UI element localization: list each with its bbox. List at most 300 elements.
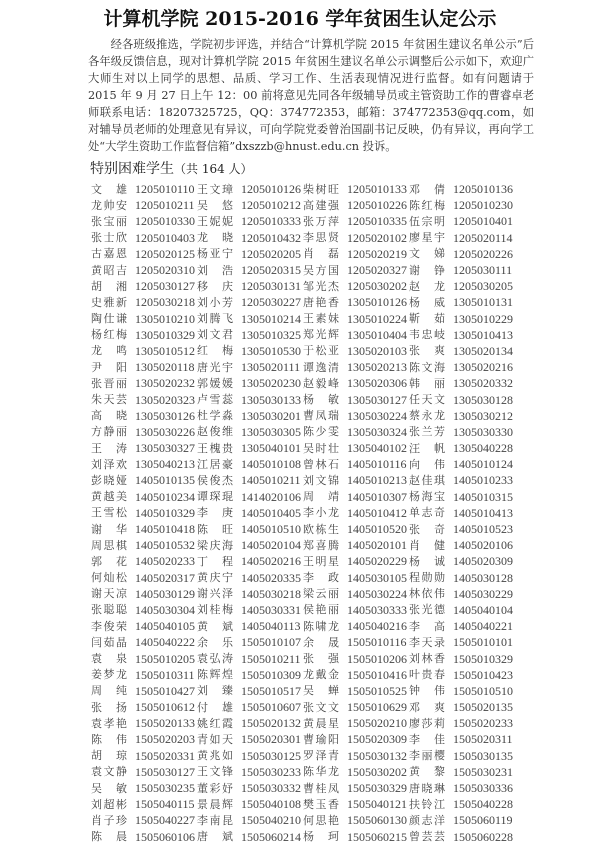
table-row [91,246,531,262]
student-entry [91,814,197,826]
student-entry [303,798,409,810]
student-id: 1305020216 [453,360,513,375]
student-name: 王妮妮 [197,214,233,228]
student-entry [197,766,303,778]
student-name: 王涛 [91,441,127,455]
student-entry [91,717,197,729]
student-id: 1505010416 [347,667,407,682]
student-id: 1405020233 [135,554,195,569]
student-entry [303,669,409,681]
student-name: 陈伟 [91,732,127,746]
student-id: 1305010325 [241,327,301,342]
student-entry [409,555,515,567]
student-entry [91,766,197,778]
student-name: 陈华龙 [303,765,339,779]
student-entry [303,733,409,745]
student-id: 1505020132 [241,716,301,731]
student-name: 赵龙 [409,279,445,293]
student-entry [91,215,197,227]
student-entry [303,248,409,260]
student-id: 1505010116 [347,635,407,650]
student-name: 吴时壮 [303,441,339,455]
student-id: 1405010329 [135,505,195,520]
student-name: 余乐 [197,635,233,649]
student-id: 1405010213 [347,473,407,488]
student-entry [303,215,409,227]
student-id: 1405010135 [135,473,195,488]
student-entry [91,377,197,389]
student-id: 1305010214 [241,311,301,326]
student-id: 1205030202 [347,279,407,294]
table-row [91,521,531,537]
table-row [91,715,531,731]
student-name: 李小龙 [303,506,339,520]
student-name: 李高 [409,619,445,633]
student-id: 1405040113 [241,619,301,634]
student-id: 1505010629 [347,700,407,715]
student-name: 董彩妤 [197,781,233,795]
student-entry [91,313,197,325]
student-entry [303,410,409,422]
student-name: 黄斌 [197,619,233,633]
student-entry [303,426,409,438]
student-name: 谭琛琨 [197,490,233,504]
student-name: 李庚 [197,506,233,520]
table-row [91,294,531,310]
student-name: 史雅新 [91,295,127,309]
student-name: 杨珂 [303,830,339,844]
student-entry [197,653,303,665]
student-entry [409,604,515,616]
student-name: 张晋丽 [91,376,127,390]
student-name: 杨诚 [409,554,445,568]
student-id: 1505010205 [135,651,195,666]
student-entry [303,750,409,762]
student-name: 张聪聪 [91,603,127,617]
student-name: 姜梦龙 [91,668,127,682]
student-name: 李佳 [409,732,445,746]
student-entry [303,717,409,729]
student-name: 于松亚 [303,344,339,358]
student-entry [303,604,409,616]
student-id: 1505010427 [135,683,195,698]
student-entry [197,296,303,308]
student-id: 1405010211 [241,473,301,488]
student-id: 1205010333 [241,214,301,229]
student-entry [303,539,409,551]
student-id: 1305030127 [347,392,407,407]
student-id: 1505040227 [135,813,195,828]
student-entry [303,507,409,519]
student-entry [197,717,303,729]
table-row [91,731,531,747]
student-name: 侯俊杰 [197,473,233,487]
student-id: 1205010403 [135,230,195,245]
student-name: 吴悠 [197,198,233,212]
student-name: 梁云丽 [303,587,339,601]
student-name: 李天录 [409,635,445,649]
student-id: 1505030233 [241,764,301,779]
student-name: 龙晓 [197,231,233,245]
student-id: 1205030111 [453,263,513,278]
table-row [91,262,531,278]
student-name: 杨敏 [303,393,339,407]
student-id: 1205020102 [347,230,407,245]
table-row [91,748,531,764]
student-entry [91,361,197,373]
table-row [91,829,531,845]
student-id: 1505060130 [347,813,407,828]
student-entry [303,555,409,567]
student-name: 张光德 [409,603,445,617]
student-id: 1405040105 [135,619,195,634]
student-id: 1205030127 [135,279,195,294]
student-entry [91,572,197,584]
student-id: 1505020203 [135,732,195,747]
student-id: 1305030330 [453,424,513,439]
student-id: 1305010131 [453,295,513,310]
student-id: 1505030135 [453,748,513,763]
student-name: 刘臻 [197,684,233,698]
student-entry [409,669,515,681]
student-name: 蔡永龙 [409,409,445,423]
student-entry [409,491,515,503]
student-entry [197,264,303,276]
student-entry [91,410,197,422]
student-name: 曹桂凤 [303,781,339,795]
student-id: 1505030132 [347,748,407,763]
student-name: 钟伟 [409,684,445,698]
student-id: 1205010126 [241,182,301,197]
student-entry [91,280,197,292]
student-id: 1505020233 [453,716,513,731]
student-id: 1505030235 [135,781,195,796]
student-entry [197,539,303,551]
student-id: 1505010211 [241,651,301,666]
table-row [91,181,531,197]
student-entry [91,733,197,745]
student-entry [409,653,515,665]
student-name: 李思贤 [303,231,339,245]
student-entry [91,782,197,794]
student-entry [303,572,409,584]
student-id: 1305010329 [135,327,195,342]
student-entry [303,377,409,389]
student-id: 1405010405 [241,505,301,520]
student-name: 高建强 [303,198,339,212]
table-row [91,780,531,796]
student-id: 1505060119 [453,813,513,828]
student-id: 1305010530 [241,343,301,358]
student-entry [197,491,303,503]
student-id: 1505030332 [241,781,301,796]
student-name: 赵俊维 [197,425,233,439]
table-row [91,683,531,699]
student-entry [303,458,409,470]
student-entry [197,313,303,325]
student-entry [197,636,303,648]
student-entry [409,426,515,438]
student-entry [409,717,515,729]
table-row [91,764,531,780]
student-entry [409,183,515,195]
student-entry [197,798,303,810]
student-name: 谢天凉 [91,587,127,601]
student-entry [303,782,409,794]
student-id: 1505010107 [241,635,301,650]
student-name: 刘浩 [197,263,233,277]
student-entry [303,701,409,713]
student-name: 黄兆如 [197,749,233,763]
student-name: 唐光宇 [197,360,233,374]
student-name: 欧栋生 [303,522,339,536]
student-entry [409,588,515,600]
student-id: 1405040216 [347,619,407,634]
student-entry [197,831,303,843]
student-id: 1405020309 [453,554,513,569]
student-id: 1305010210 [135,311,195,326]
student-name: 张爽 [409,344,445,358]
student-id: 1205010211 [135,198,195,213]
student-id: 1205010432 [241,230,301,245]
student-entry [91,232,197,244]
table-row [91,650,531,666]
table-row [91,408,531,424]
student-id: 1505030231 [453,764,513,779]
student-name: 曹瑜阳 [303,732,339,746]
student-name: 程勋勋 [409,571,445,585]
student-entry [91,491,197,503]
student-id: 1405040104 [453,602,513,617]
student-entry [303,329,409,341]
student-name: 郭媛媛 [197,376,233,390]
student-id: 1305030133 [241,392,301,407]
student-name: 龙帅安 [91,198,127,212]
student-id: 1505020331 [135,748,195,763]
student-name: 王明星 [303,554,339,568]
student-entry [409,572,515,584]
student-entry [409,701,515,713]
student-name: 青如天 [197,732,233,746]
student-name: 彭晓娅 [91,473,127,487]
student-entry [197,199,303,211]
student-name: 余晟 [303,635,339,649]
student-id: 1305020230 [241,376,301,391]
student-id: 1505040108 [241,797,301,812]
student-entry [91,442,197,454]
student-entry [91,248,197,260]
student-name: 叶贵春 [409,668,445,682]
student-entry [303,814,409,826]
table-row [91,440,531,456]
student-entry [91,798,197,810]
student-entry [409,733,515,745]
table-row [91,359,531,375]
student-entry [409,232,515,244]
student-id: 1305020134 [453,343,513,358]
student-id: 1305040213 [135,457,195,472]
student-id: 1305010229 [453,311,513,326]
student-entry [197,474,303,486]
table-row [91,456,531,472]
student-name: 红梅 [197,344,233,358]
student-name: 郑光辉 [303,328,339,342]
student-name: 曾林石 [303,457,339,471]
student-id: 1505020210 [347,716,407,731]
student-entry [91,474,197,486]
student-entry [303,345,409,357]
student-name: 袁弘涛 [197,652,233,666]
student-id: 1505030202 [347,764,407,779]
student-id: 1505030125 [241,748,301,763]
student-name: 卢雪蕊 [197,393,233,407]
student-entry [91,458,197,470]
student-entry [303,588,409,600]
student-name: 赵毅峰 [303,376,339,390]
student-name: 侯艳丽 [303,603,339,617]
student-name: 黄庆宁 [197,571,233,585]
student-name: 陈红梅 [409,198,445,212]
student-entry [197,620,303,632]
student-id: 1305030324 [347,424,407,439]
student-entry [409,523,515,535]
student-entry [91,620,197,632]
student-name: 陈辉煌 [197,668,233,682]
student-entry [303,766,409,778]
student-id: 1505040210 [241,813,301,828]
section-title: 特别困难学生 [90,161,174,177]
student-name: 扶铃江 [409,797,445,811]
student-entry [197,572,303,584]
student-name: 文雄 [91,182,127,196]
table-row [91,699,531,715]
student-name: 廖星宇 [409,231,445,245]
student-entry [409,199,515,211]
table-row [91,391,531,407]
student-id: 1505010311 [135,667,195,682]
student-entry [91,264,197,276]
table-row [91,570,531,586]
student-entry [303,394,409,406]
student-entry [409,685,515,697]
student-name: 李俊荣 [91,619,127,633]
student-id: 1305040101 [241,441,301,456]
student-id: 1405030129 [135,586,195,601]
table-row [91,278,531,294]
student-name: 林依伟 [409,587,445,601]
student-entry [409,782,515,794]
student-name: 高晓 [91,409,127,423]
student-id: 1305030327 [135,441,195,456]
student-name: 唐晓琳 [409,781,445,795]
student-name: 陈少雯 [303,425,339,439]
student-id: 1505010525 [347,683,407,698]
student-id: 1205010401 [453,214,513,229]
student-name: 古嘉恩 [91,247,127,261]
student-name: 颜志洋 [409,813,445,827]
student-entry [91,523,197,535]
student-name: 张扬 [91,700,127,714]
student-entry [197,701,303,713]
student-entry [197,280,303,292]
student-id: 1205010230 [453,198,513,213]
student-entry [409,636,515,648]
student-entry [197,507,303,519]
student-name: 汪帆 [409,441,445,455]
student-id: 1405010315 [453,489,513,504]
student-name: 刘腾飞 [197,312,233,326]
student-name: 丁程 [197,554,233,568]
student-name: 赵佳琪 [409,473,445,487]
student-name: 杨海宝 [409,490,445,504]
student-name: 何思艳 [303,813,339,827]
student-name: 刘林香 [409,652,445,666]
student-id: 1205010136 [453,182,513,197]
student-entry [303,491,409,503]
student-name: 杨红梅 [91,328,127,342]
student-name: 肖子珍 [91,813,127,827]
student-name: 张强 [303,652,339,666]
student-id: 1405030224 [347,586,407,601]
student-id: 1305030224 [347,408,407,423]
student-name: 谢铮 [409,263,445,277]
student-entry [409,296,515,308]
student-id: 1505010423 [453,667,513,682]
student-entry [197,215,303,227]
student-entry [197,361,303,373]
student-id: 1405010124 [453,457,513,472]
student-id: 1405010412 [347,505,407,520]
student-id: 1505010101 [453,635,513,650]
student-name: 刘小芳 [197,295,233,309]
student-entry [303,442,409,454]
student-entry [197,345,303,357]
student-name: 曾芸芸 [409,830,445,844]
student-entry [409,458,515,470]
student-id: 1305020103 [347,343,407,358]
student-id: 1405010234 [135,489,195,504]
student-name: 李丽樱 [409,749,445,763]
student-name: 刘泽欢 [91,457,127,471]
student-id: 1305020111 [241,360,301,375]
student-name: 郭花 [91,554,127,568]
student-name: 王槐贵 [197,441,233,455]
student-entry [303,232,409,244]
student-name: 谭逸清 [303,360,339,374]
student-id: 1405020335 [241,570,301,585]
table-row [91,213,531,229]
student-entry [197,442,303,454]
student-entry [91,604,197,616]
student-name: 王文璋 [197,182,233,196]
student-id: 1505030329 [347,781,407,796]
student-name: 刘超彬 [91,797,127,811]
student-entry [197,410,303,422]
student-id: 1505020135 [453,700,513,715]
student-entry [303,636,409,648]
student-id: 1305040102 [347,441,407,456]
student-entry [197,248,303,260]
table-row [91,586,531,602]
student-entry [409,798,515,810]
student-name: 张兰芳 [409,425,445,439]
student-name: 杨威 [409,295,445,309]
student-entry [303,199,409,211]
student-id: 1405010523 [453,522,513,537]
table-row [91,537,531,553]
student-name: 罗泽青 [303,749,339,763]
student-entry [197,329,303,341]
